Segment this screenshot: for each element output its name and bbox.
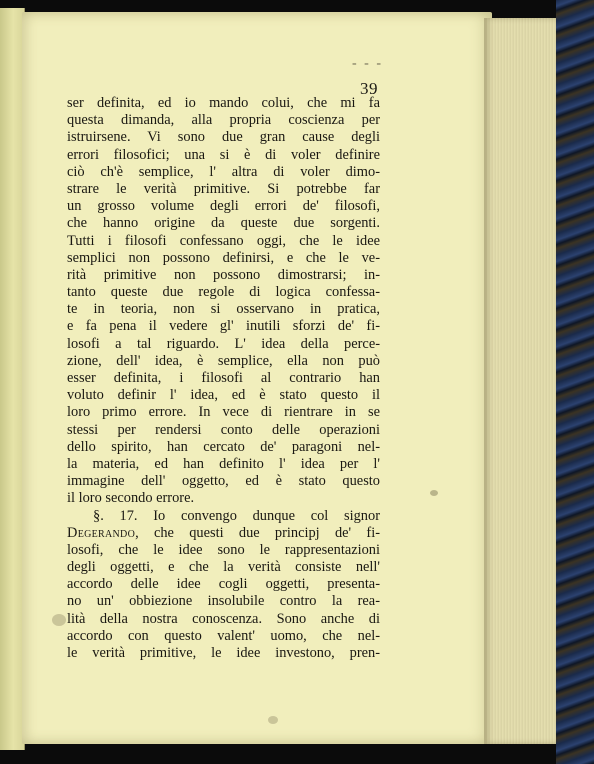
text-line: il loro secondo errore. bbox=[67, 490, 195, 507]
header-mark: - - - bbox=[352, 56, 383, 71]
paragraph-lead: §. 17. Io convengo dunque col signor bbox=[93, 507, 380, 524]
text-line: la materia, ed han definito l' idea per l' bbox=[67, 455, 380, 472]
text-line: Degerando, che questi due principj de' fi- bbox=[67, 524, 380, 541]
text-line: dello spirito, han cercato de' paragoni nel- bbox=[67, 438, 380, 455]
text-line: loro primo errore. In vece di rientrare in se bbox=[67, 404, 380, 421]
text-line: e fa pena il vedere gl' inutili sforzi de' fi- bbox=[67, 318, 380, 335]
text-line: istruirsene. Vi sono due gran cause degli bbox=[67, 129, 380, 146]
text-line: immagine dell' oggetto, ed è stato questo bbox=[67, 473, 380, 490]
paper-blemish bbox=[52, 614, 66, 626]
text-line: esser definita, i filosofi al contrario han bbox=[67, 370, 380, 386]
text-line: accordo delle idee cogli oggetti, presenta- bbox=[67, 576, 380, 593]
text-line: un grosso volume degli errori de' filosofi, bbox=[67, 198, 380, 215]
text-line: Tutti i filosofi confessano oggi, che le idee bbox=[67, 232, 380, 249]
text-line: voluto definir l' idea, ed è stato questo il bbox=[67, 387, 380, 404]
text-line: stessi per rendersi conto delle operazioni bbox=[67, 421, 380, 438]
page-number: 39 bbox=[360, 79, 378, 98]
text-line: degli oggetti, e che la verità consiste nell' bbox=[67, 559, 380, 576]
text-line: che hanno origine da queste due sorgenti. bbox=[67, 215, 380, 232]
text-line: zione, dell' idea, è semplice, ella non può bbox=[67, 352, 380, 369]
body-text bbox=[67, 95, 380, 662]
text-line: accordo con questo valent' uomo, che nel- bbox=[67, 627, 380, 644]
text-line: strare le verità primitive. Si potrebbe far bbox=[67, 180, 380, 197]
text-line: losofi a tal riguardo. L' idea della perce- bbox=[67, 335, 380, 352]
text-line: rità primitive non possono dimostrarsi; in- bbox=[67, 266, 380, 283]
page-fore-edge bbox=[484, 18, 564, 744]
paper-blemish bbox=[268, 716, 278, 724]
text-line: questa dimanda, alla propria coscienza per bbox=[67, 112, 380, 129]
paper-blemish bbox=[430, 490, 438, 496]
marbled-cover-edge bbox=[556, 0, 594, 764]
text-line: te in teoria, non si osservano in pratica, bbox=[67, 301, 380, 318]
text-line: le verità primitive, le idee investono, pren- bbox=[67, 645, 380, 661]
text-line: semplici non possono definirsi, e che le ve- bbox=[67, 249, 380, 266]
text-line: errori filosofici; una si è di voler definire bbox=[67, 146, 380, 163]
text-line: ciò ch'è semplice, l' altra di voler dimo- bbox=[67, 163, 380, 180]
text-line: lità della nostra conoscenza. Sono anche di bbox=[67, 610, 380, 627]
text-line: ser definita, ed io mando colui, che mi fa bbox=[67, 95, 380, 111]
text-line: no un' obbiezione insolubile contro la rea- bbox=[67, 593, 380, 610]
text-line: losofi, che le idee sono le rappresentazioni bbox=[67, 541, 380, 558]
text-line: tanto queste due regole di logica confessa- bbox=[67, 284, 380, 301]
